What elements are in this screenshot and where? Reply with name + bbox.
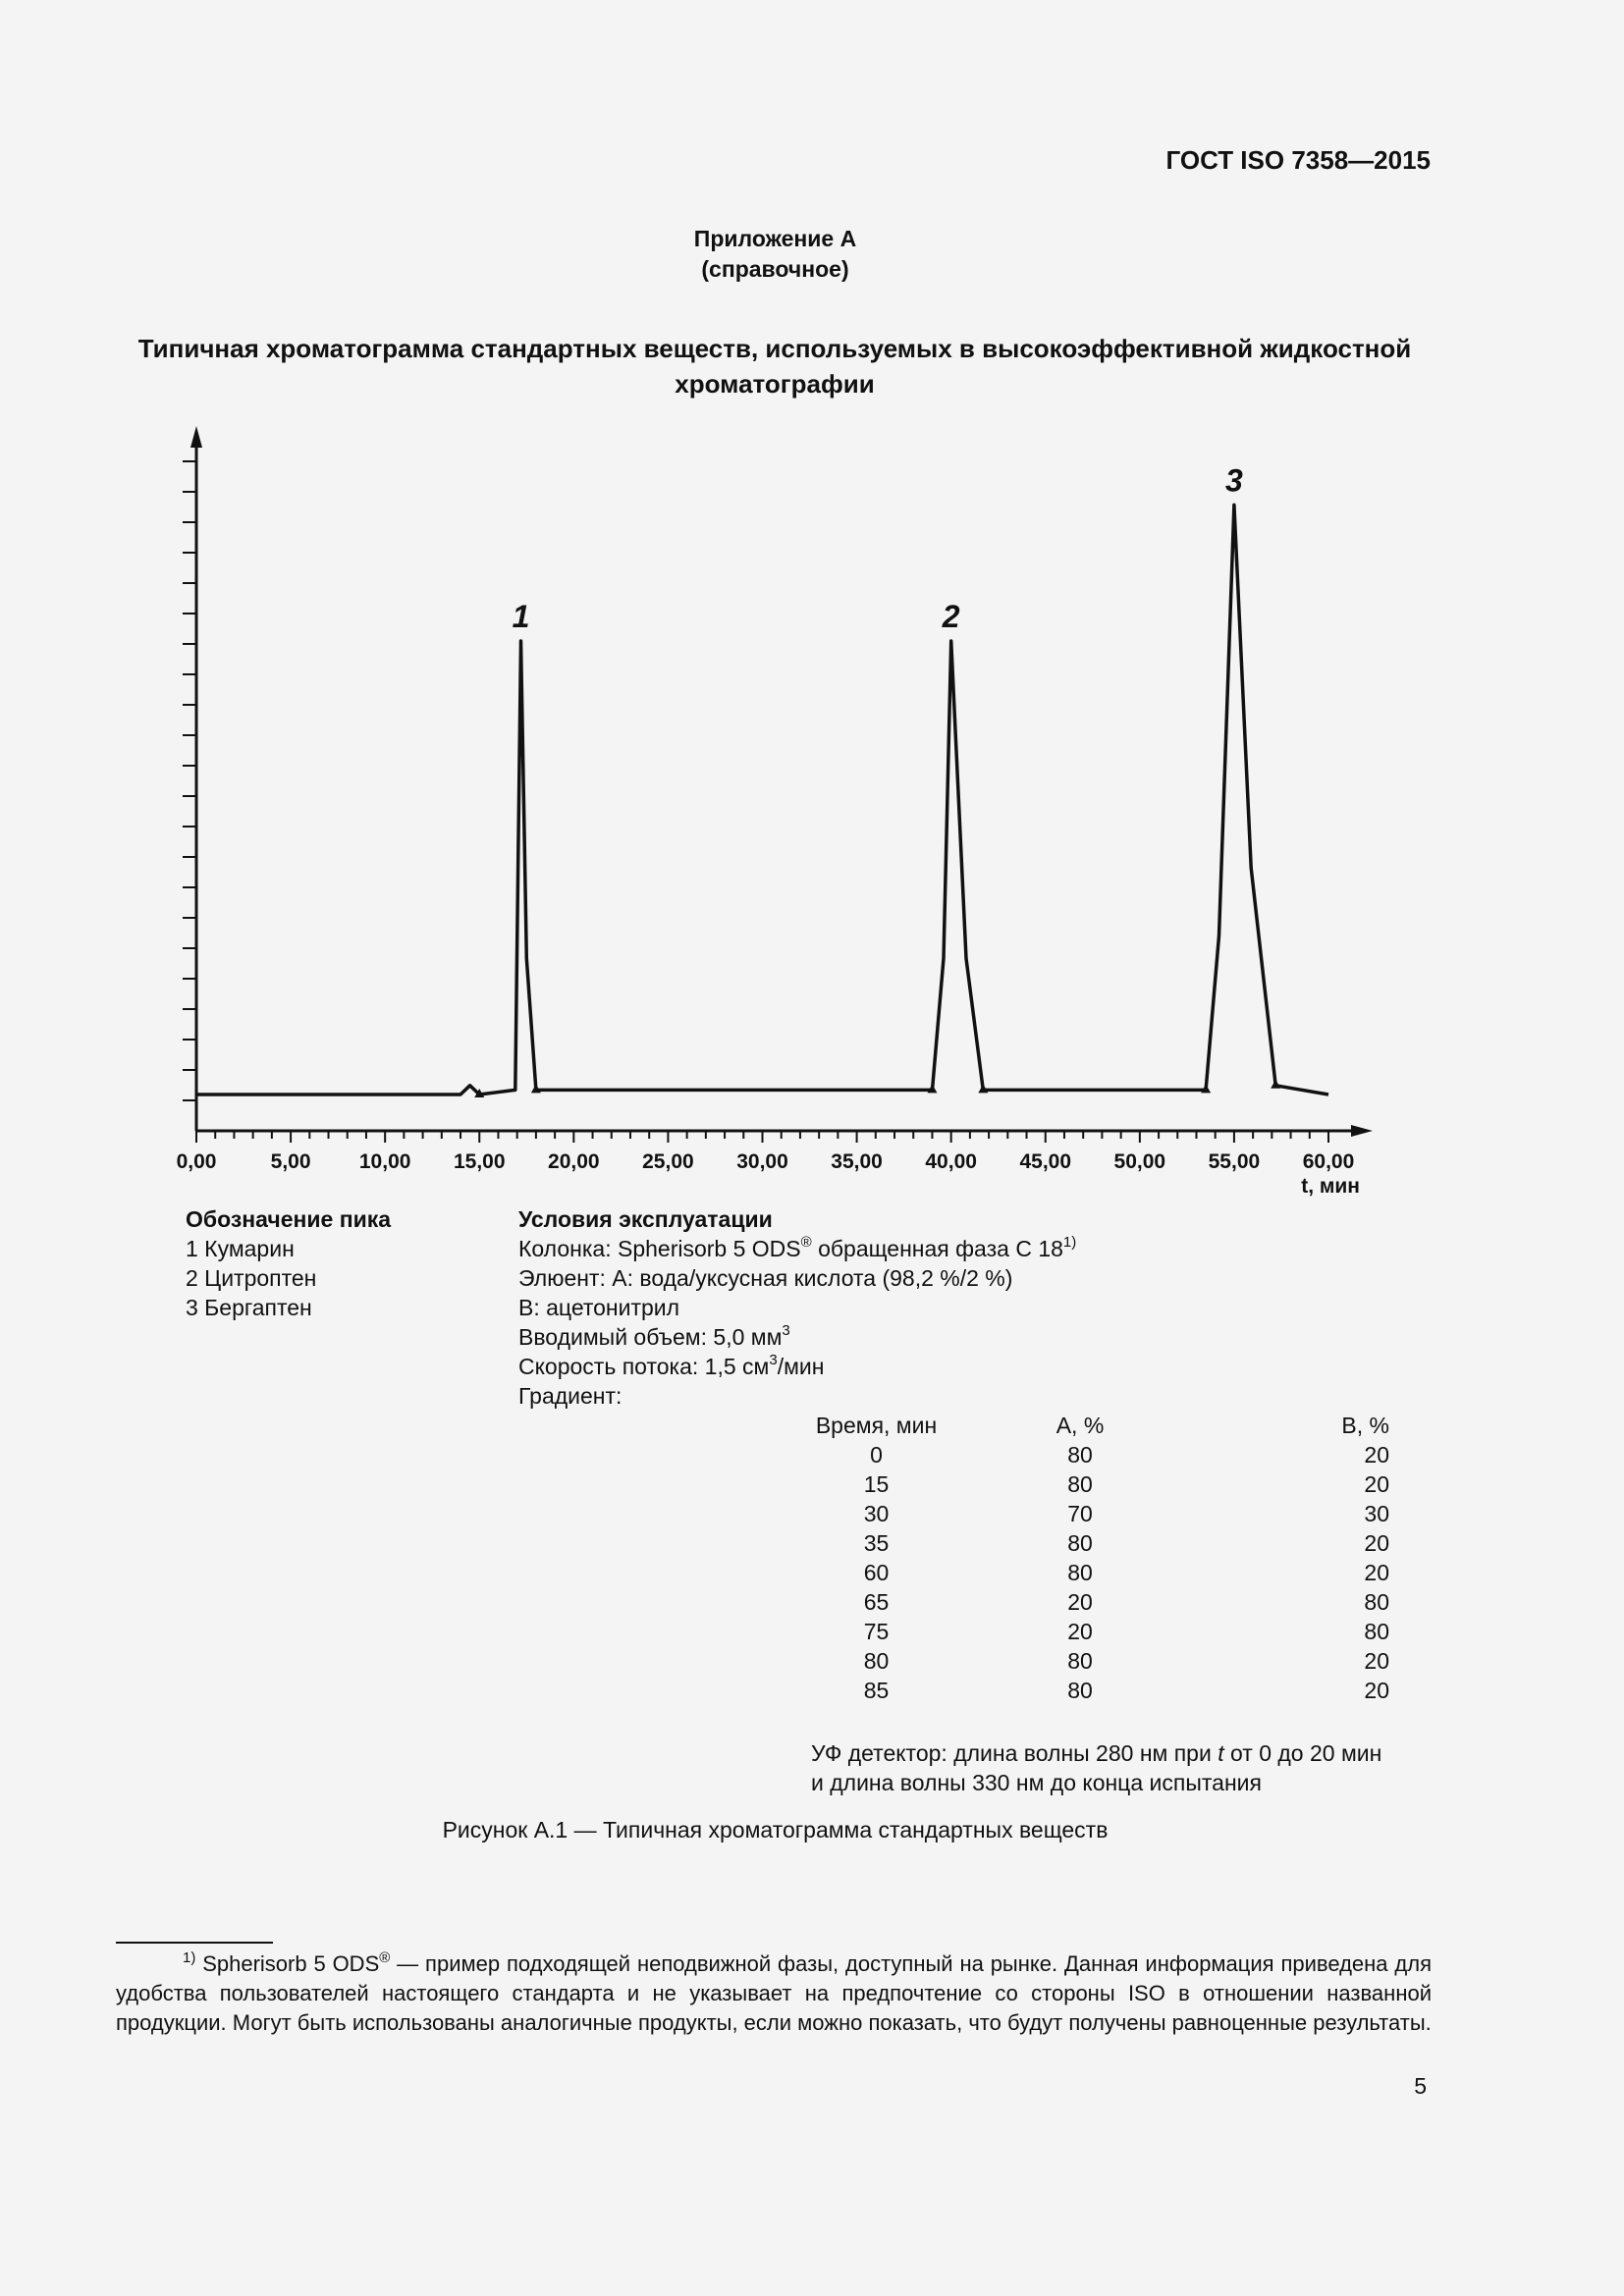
gradient-row [785, 1587, 1389, 1617]
volume-line: Вводимый объем: 5,0 $мм^3$ [518, 1322, 790, 1350]
chart-axes [190, 426, 1373, 1137]
x-tick-label: 30,00 [736, 1150, 788, 1173]
peak-label: 2 [942, 599, 960, 634]
gradient-row [785, 1528, 1389, 1558]
gradient-header: В, % [1341, 1412, 1389, 1438]
gradient-cell: 20 [1364, 1470, 1389, 1497]
gradient-header: Время, мин [815, 1412, 938, 1438]
annex-note: (справочное) [701, 256, 849, 282]
chart-series [196, 505, 1328, 1095]
uv-line-1: УФ детектор: длина волны 280 нм при t от 0 до 20 мин [811, 1740, 1382, 1766]
gradient-cell: 20 [1364, 1529, 1389, 1556]
flow-line: Скорость потока: 1,5 $см^3$/мин [518, 1352, 825, 1379]
eluent-line: Элюент: А: вода/уксусная кислота (98,2 %/2 %) [518, 1265, 1013, 1291]
gradient-cell: 20 [1364, 1441, 1389, 1468]
gradient-cell: 80 [1364, 1618, 1389, 1644]
x-tick-label: 35,00 [831, 1150, 883, 1173]
gradient-cell: 80 [1067, 1529, 1093, 1556]
peak-legend [186, 1204, 391, 1322]
gradient-cell: 20 [1364, 1677, 1389, 1703]
legend-item: 2 Цитроптен [186, 1265, 317, 1291]
uv-line-2: и длина волны 330 нм до конца испытания [811, 1770, 1262, 1795]
gradient-cell: 80 [1067, 1677, 1093, 1703]
gradient-cell: 30 [1364, 1500, 1389, 1526]
gradient-cell: 80 [1067, 1441, 1093, 1468]
gradient-cell: 20 [1067, 1588, 1093, 1615]
x-tick-label: 50,00 [1113, 1150, 1166, 1173]
x-tick-label: 5,00 [270, 1150, 311, 1173]
gradient-cell: 70 [1067, 1500, 1093, 1526]
x-tick-label: 55,00 [1208, 1150, 1261, 1173]
gradient-cell: 20 [1067, 1618, 1093, 1644]
y-axis-arrow [190, 426, 202, 448]
footnote-rule [116, 1942, 273, 1944]
document-header: ГОСТ ISO 7358—2015 [1165, 145, 1431, 175]
gradient-cell: 80 [1067, 1647, 1093, 1674]
gradient-header: А, % [1056, 1412, 1105, 1438]
gradient-cell: 65 [863, 1588, 890, 1615]
gradient-row [785, 1558, 1389, 1587]
page-number: 5 [1414, 2073, 1427, 2099]
x-tick-label: 15,00 [453, 1150, 506, 1173]
gradient-cell: 80 [1067, 1559, 1093, 1585]
peak-label: 1 [512, 599, 530, 634]
legend-item: 3 Бергаптен [186, 1295, 312, 1320]
operating-conditions [518, 1204, 1076, 1411]
gradient-cell: 85 [863, 1677, 890, 1703]
gradient-header-row [785, 1411, 1389, 1440]
gradient-cell: 30 [863, 1500, 890, 1526]
gradient-table [785, 1411, 1389, 1705]
x-axis-arrow [1351, 1125, 1373, 1137]
uv-detector-note [811, 1738, 1439, 1797]
conditions-heading: Условия эксплуатации [518, 1206, 773, 1232]
x-tick-label: 25,00 [642, 1150, 694, 1173]
peak-labels [474, 462, 1280, 1097]
gradient-cell: 80 [1364, 1588, 1389, 1615]
x-tick-label: 10,00 [358, 1150, 411, 1173]
peak-marker [1271, 1080, 1280, 1089]
gradient-cell: 75 [863, 1618, 890, 1644]
gradient-row [785, 1617, 1389, 1646]
x-tick-label: 60,00 [1302, 1150, 1355, 1173]
gradient-label: Градиент: [518, 1383, 623, 1409]
x-tick-label: 20,00 [548, 1150, 600, 1173]
footnote: $^{1)}$ Spherisorb 5 ODS® — пример подходящей неподвижной фазы, доступный на рынке. Данная информация приведена для удобства пользователей настоящего стандарта и не указывает на предпочтение со стороны ISO в отношении названной продукции. Могут быть использованы аналогичные продукты, если можно показать, что будут получены равноценные результаты. [116, 1949, 1432, 2035]
x-ticks [177, 1131, 1355, 1173]
gradient-cell: 20 [1364, 1647, 1389, 1674]
peak-label: 3 [1225, 462, 1243, 499]
gradient-cell: 15 [863, 1470, 890, 1497]
y-ticks [183, 461, 196, 1100]
gradient-cell: 60 [863, 1559, 890, 1585]
figure-caption: Рисунок А.1 — Типичная хроматограмма стандартных веществ [442, 1817, 1109, 1842]
gradient-cell: 20 [1364, 1559, 1389, 1585]
section-title: Типичная хроматограмма стандартных веществ, используемых в высокоэффективной жидкостной хроматографии [137, 334, 1412, 399]
gradient-row [785, 1646, 1389, 1676]
x-tick-label: 45,00 [1019, 1150, 1072, 1173]
gradient-cell: 80 [863, 1647, 890, 1674]
annex-title: Приложение А [693, 226, 857, 251]
x-axis-label: t, мин [1301, 1175, 1360, 1198]
x-tick-label: 0,00 [176, 1150, 217, 1173]
series-line [196, 505, 1328, 1095]
legend-heading: Обозначение пика [186, 1206, 392, 1232]
column-line: Колонка: Spherisorb 5 ODS® обращенная фаза С 18$^{1)}$ [518, 1234, 1077, 1261]
gradient-row [785, 1676, 1389, 1705]
eluent-b-line: В: ацетонитрил [518, 1295, 680, 1320]
gradient-cell: 35 [863, 1529, 890, 1556]
legend-item: 1 Кумарин [186, 1236, 295, 1261]
x-tick-label: 40,00 [925, 1150, 977, 1173]
gradient-cell: 80 [1067, 1470, 1093, 1497]
gradient-row [785, 1499, 1389, 1528]
gradient-row [785, 1440, 1389, 1469]
gradient-row [785, 1469, 1389, 1499]
gradient-cell: 0 [870, 1441, 883, 1468]
